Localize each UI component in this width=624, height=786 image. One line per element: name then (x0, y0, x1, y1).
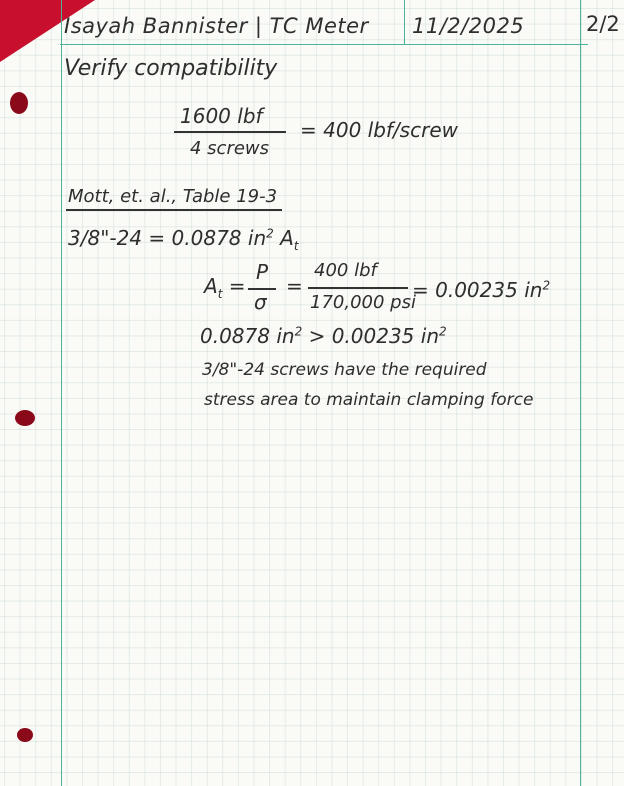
conclusion-line-2: stress area to maintain clamping force (204, 390, 534, 410)
fraction-bar-values (308, 287, 408, 289)
reference-citation: Mott, et. al., Table 19-3 (68, 186, 278, 207)
equals-sign: = (286, 274, 303, 298)
author-project-title: Isayah Bannister | TC Meter (64, 14, 369, 38)
area-comparison: 0.0878 $in^2 > 0.00235$ $in^2$ (200, 324, 447, 348)
header-divider-date (404, 0, 405, 44)
punch-hole-bottom (17, 728, 33, 742)
computed-area: = 0.00235 $in^2$ (412, 278, 551, 302)
fraction-denominator: 4 screws (190, 138, 270, 159)
date: 11/2/2025 (412, 14, 525, 38)
thread-stress-area: 3/8"-24 = 0.0878 $in^2$ $A_t$ (68, 226, 299, 253)
right-margin-line (580, 0, 581, 786)
left-margin-line (61, 0, 62, 786)
fraction-numerator: 1600 lbf (180, 104, 263, 128)
conclusion-line-1: 3/8"-24 screws have the required (202, 360, 487, 380)
stress-value: 170,000 psi (310, 292, 416, 313)
reference-underline (66, 209, 282, 211)
page-number: 2/2 (586, 12, 620, 36)
load-symbol: P (256, 260, 269, 284)
area-symbol: $A_t$ = (204, 274, 246, 301)
header-rule (60, 44, 588, 45)
punch-hole-middle (15, 410, 35, 426)
equation-result: = 400 lbf/screw (300, 118, 458, 142)
section-heading: Verify compatibility (64, 56, 278, 81)
load-value: 400 lbf (314, 260, 377, 281)
stress-symbol: σ (254, 290, 267, 314)
fraction-bar (174, 131, 286, 133)
punch-hole-top (10, 92, 28, 114)
